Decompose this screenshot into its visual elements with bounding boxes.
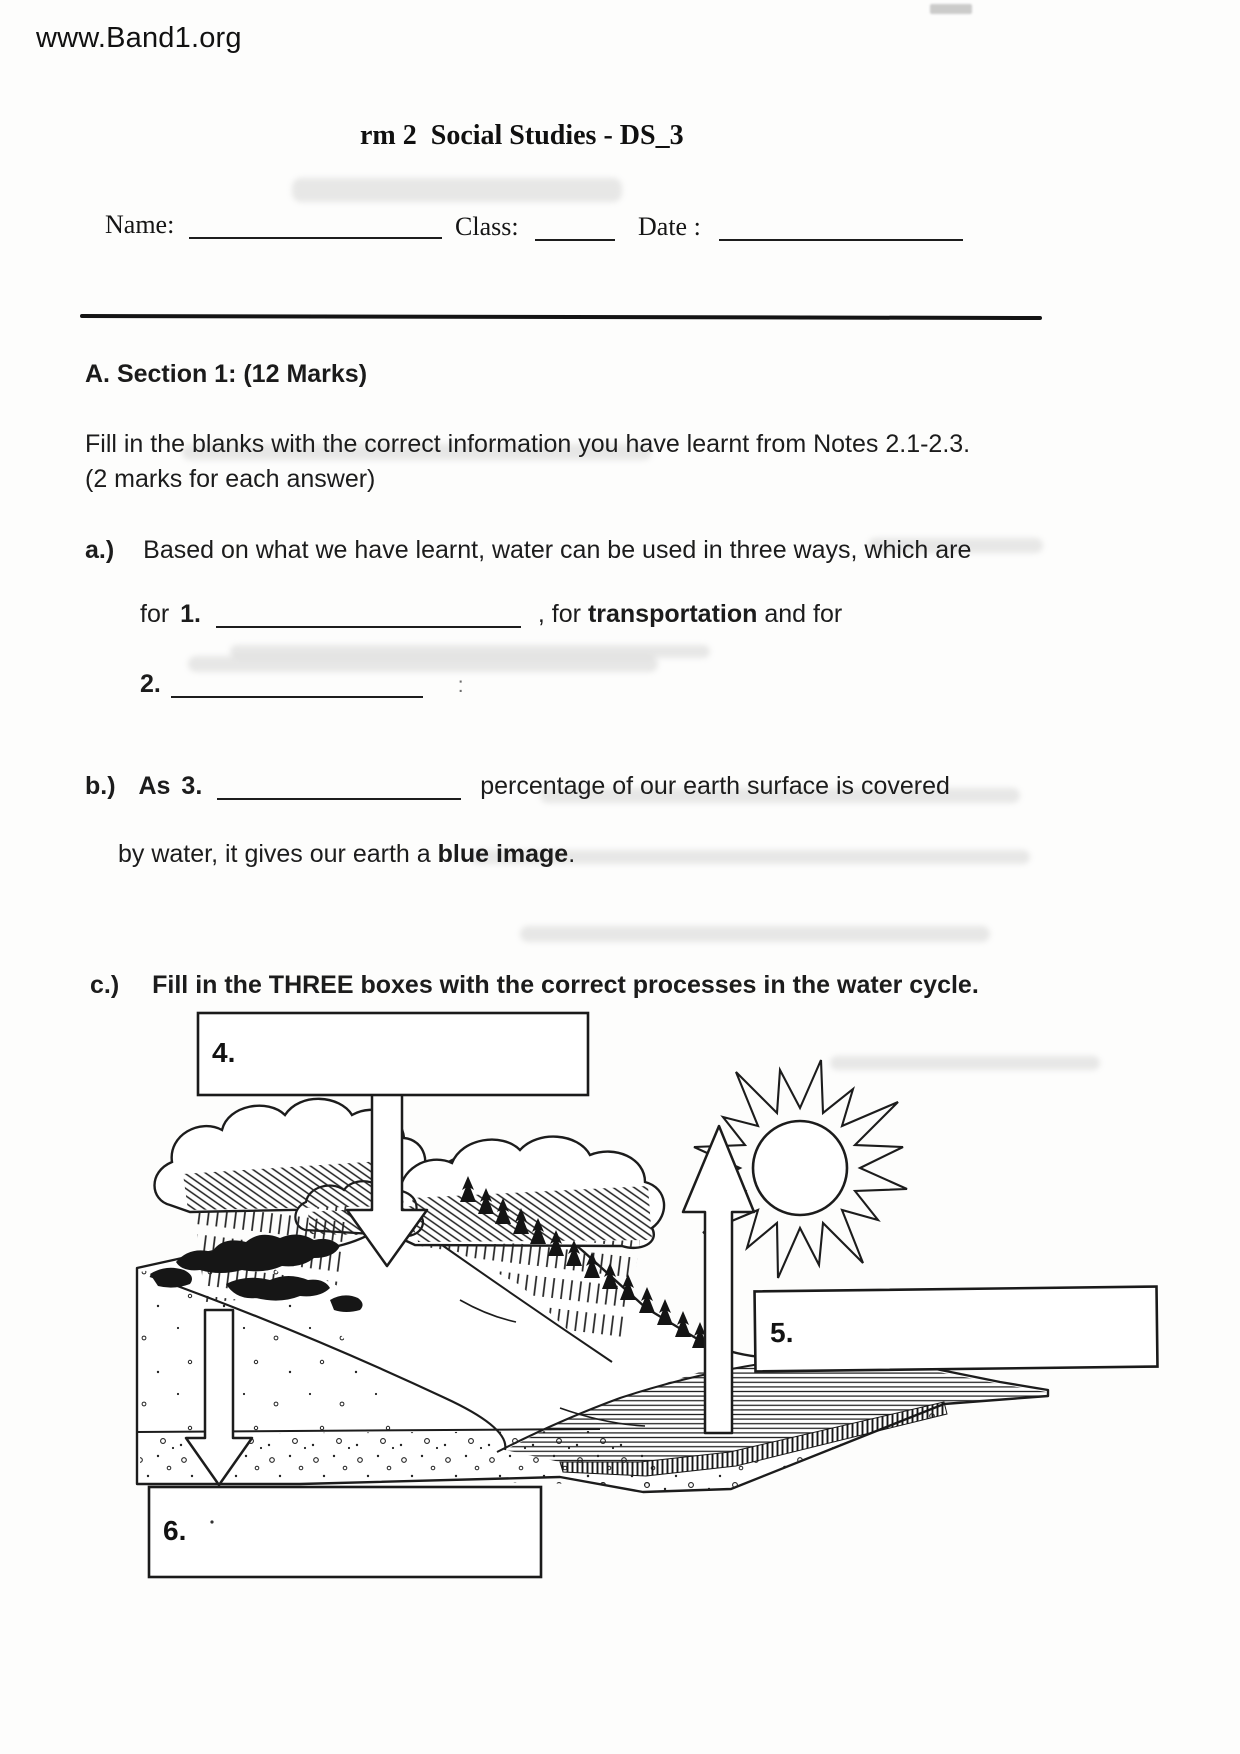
blank1-number: 1. <box>180 600 201 628</box>
line1-tail: and for <box>764 600 843 628</box>
name-field <box>105 210 442 240</box>
stray-dot <box>210 1520 213 1523</box>
instructions-line2: (2 marks for each answer) <box>85 465 376 493</box>
bleed-artifact <box>520 926 990 942</box>
class-input-line[interactable] <box>535 237 615 241</box>
line1-comma: , for <box>537 600 581 628</box>
question-b-line2-text: by water, it gives our earth a <box>118 840 438 868</box>
stray-colon-mark: : <box>457 674 464 697</box>
name-label: Name: <box>105 210 175 239</box>
question-b-prefix: As <box>138 772 171 800</box>
line1-bold-word: transportation <box>587 600 758 628</box>
question-a-line2 <box>140 670 464 699</box>
question-c-prompt: Fill in the THREE boxes with the correct processes in the water cycle. <box>152 971 979 999</box>
class-label: Class: <box>455 212 519 241</box>
answer-blank-2[interactable] <box>171 694 423 698</box>
question-b-label: b.) <box>85 772 116 800</box>
answer-blank-1[interactable] <box>216 624 521 628</box>
question-b <box>85 772 950 801</box>
date-label: Date : <box>638 212 701 241</box>
answer-box-5[interactable] <box>755 1287 1158 1372</box>
blank1-prefix: for <box>140 600 170 628</box>
question-b-after-blank: percentage of our earth surface is covered <box>480 772 950 800</box>
answer-box-4[interactable] <box>198 1013 588 1095</box>
question-a <box>85 536 971 565</box>
question-b-bold: blue image <box>437 840 569 868</box>
site-watermark: www.Band1.org <box>36 22 242 54</box>
question-c <box>90 971 979 1000</box>
blank2-number: 2. <box>140 670 161 698</box>
question-b-period: . <box>568 840 576 868</box>
class-field <box>455 212 615 242</box>
question-a-label: a.) <box>85 536 115 564</box>
date-input-line[interactable] <box>719 237 963 241</box>
question-a-line1 <box>140 600 842 629</box>
name-input-line[interactable] <box>189 235 442 239</box>
answer-box-4-number: 4. <box>212 1037 236 1068</box>
question-b-line2 <box>118 840 575 869</box>
answer-box-5-number: 5. <box>769 1316 794 1349</box>
instructions-line1: Fill in the blanks with the correct information you have learnt from Notes 2.1-2.3. <box>85 430 971 458</box>
bleed-artifact <box>292 178 622 202</box>
question-c-label: c.) <box>90 971 120 999</box>
divider-line <box>80 314 1042 320</box>
section-heading: A. Section 1: (12 Marks) <box>85 360 368 388</box>
answer-box-6[interactable] <box>149 1487 541 1577</box>
scan-mark <box>930 4 972 14</box>
water-cycle-diagram <box>0 1000 1240 1640</box>
question-a-prompt: Based on what we have learnt, water can be used in three ways, which are <box>143 536 972 564</box>
answer-box-6-number: 6. <box>163 1515 187 1546</box>
blank3-number: 3. <box>181 772 203 800</box>
page-title: rm 2 Social Studies - DS_3 <box>360 120 684 151</box>
answer-blank-3[interactable] <box>217 796 461 800</box>
date-field <box>638 212 963 242</box>
